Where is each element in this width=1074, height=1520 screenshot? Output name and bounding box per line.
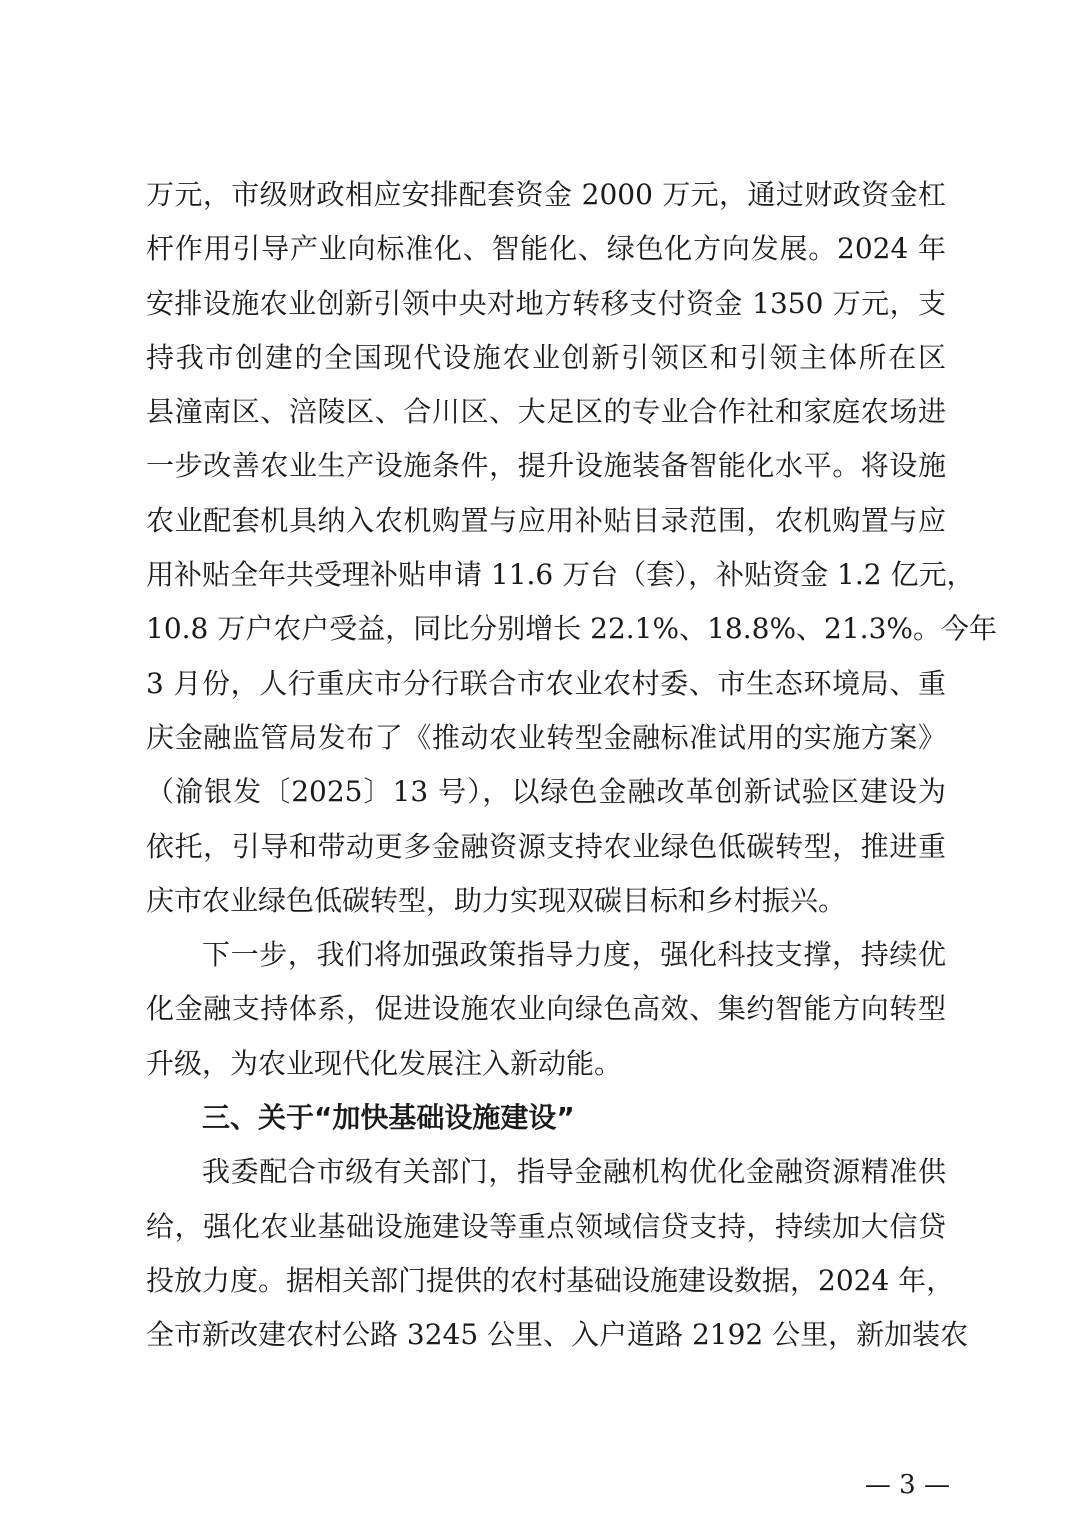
paragraph-line: 我委配合市级有关部门，指导金融机构优化金融资源精准供 xyxy=(202,1155,946,1189)
section-heading: 三、关于“加快基础设施建设” xyxy=(202,1101,575,1135)
paragraph-line: 化金融支持体系，促进设施农业向绿色高效、集约智能方向转型 xyxy=(146,992,946,1026)
paragraph-line: 农业配套机具纳入农机购置与应用补贴目录范围，农机购置与应 xyxy=(146,503,946,537)
paragraph-line: 10.8 万户农户受益，同比分别增长 22.1%、18.8%、21.3%。今年 xyxy=(146,612,997,646)
paragraph-line: （渝银发〔2025〕13 号），以绿色金融改革创新试验区建设为 xyxy=(146,775,946,809)
paragraph-line: 万元，市级财政相应安排配套资金 2000 万元，通过财政资金杠 xyxy=(146,178,946,211)
paragraph-line: 全市新改建农村公路 3245 公里、入户道路 2192 公里，新加装农 xyxy=(146,1318,969,1352)
paragraph-line: 庆金融监管局发布了《推动农业转型金融标准试用的实施方案》 xyxy=(146,720,946,754)
paragraph-line: 杆作用引导产业向标准化、智能化、绿色化方向发展。2024 年 xyxy=(146,232,946,266)
page-number: — 3 — xyxy=(864,1470,950,1500)
paragraph-line: 安排设施农业创新引领中央对地方转移支付资金 1350 万元，支 xyxy=(146,286,946,320)
paragraph-line: 给，强化农业基础设施建设等重点领域信贷支持，持续加大信贷 xyxy=(146,1209,946,1243)
document-body xyxy=(146,168,997,1363)
paragraph-line: 下一步，我们将加强政策指导力度，强化科技支撑，持续优 xyxy=(202,938,946,972)
paragraph-line: 3 月份，人行重庆市分行联合市农业农村委、市生态环境局、重 xyxy=(146,666,946,700)
paragraph-line: 县潼南区、涪陵区、合川区、大足区的专业合作社和家庭农场进 xyxy=(146,395,946,429)
paragraph-line: 持我市创建的全国现代设施农业创新引领区和引领主体所在区 xyxy=(146,340,946,374)
paragraph-line: 投放力度。据相关部门提供的农村基础设施建设数据，2024 年， xyxy=(146,1263,955,1297)
paragraph-line: 用补贴全年共受理补贴申请 11.6 万台（套），补贴资金 1.2 亿元， xyxy=(146,558,975,592)
paragraph-line: 升级，为农业现代化发展注入新动能。 xyxy=(146,1046,623,1080)
paragraph-line: 依托，引导和带动更多金融资源支持农业绿色低碳转型，推进重 xyxy=(146,829,946,863)
paragraph-line: 一步改善农业生产设施条件，提升设施装备智能化水平。将设施 xyxy=(146,449,946,483)
paragraph-line: 庆市农业绿色低碳转型，助力实现双碳目标和乡村振兴。 xyxy=(146,883,847,917)
